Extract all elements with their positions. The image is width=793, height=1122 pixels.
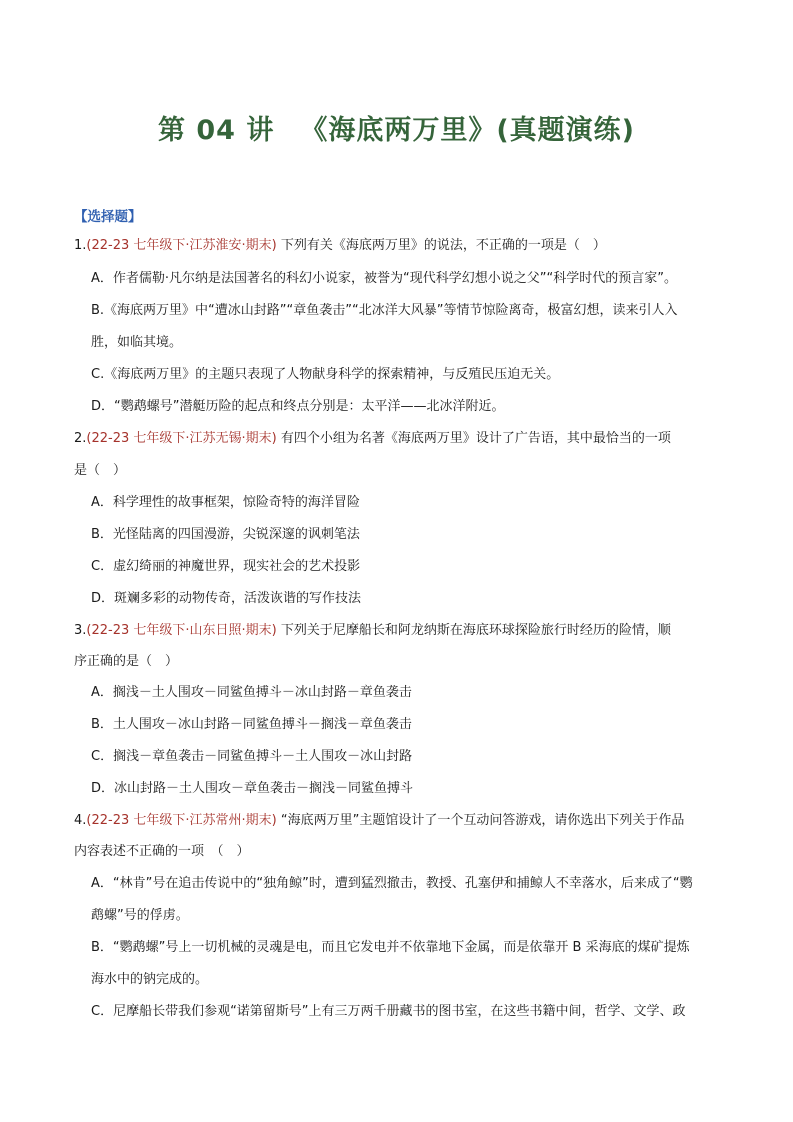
question-stem-line: 下列有关《海底两万里》的说法，不正确的一项是（ ） [276, 238, 606, 253]
question-source: (22-23 七年级下·江苏无锡·期末) [86, 431, 277, 446]
question-4-stem [74, 811, 743, 831]
question-source: (22-23 七年级下·江苏常州·期末) [86, 813, 277, 828]
question-1-option-c: C.《海底两万里》的主题只表现了人物献身科学的探索精神，与反殖民压迫无关。 [91, 367, 560, 382]
question-3-option-a: A．搁浅－土人围攻－同鲨鱼搏斗－冰山封路－章鱼袭击 [91, 685, 412, 700]
question-3-stem-cont: 序正确的是（ ） [74, 654, 179, 669]
question-4-option-c: C．尼摩船长带我们参观“诺第留斯号”上有三万两千册藏书的图书室，在这些书籍中间，哲学、文学、政 [91, 1004, 686, 1019]
question-4-option-b: B．“鹦鹉螺”号上一切机械的灵魂是电，而且它发电并不依靠地下金属，而是依靠开 B 采海底的煤矿提炼 [91, 940, 690, 955]
question-2-option-b: B．光怪陆离的四国漫游，尖锐深邃的讽刺笔法 [91, 527, 360, 542]
question-source: (22-23 七年级下·江苏淮安·期末) [86, 238, 277, 253]
book-title: 《海底两万里》(真题演练) [300, 115, 636, 146]
question-3-option-b: B．土人围攻－冰山封路－同鲨鱼搏斗－搁浅－章鱼袭击 [91, 717, 412, 732]
question-2-stem [74, 429, 743, 449]
question-1-stem [74, 236, 743, 256]
question-stem-line: 下列关于尼摩船长和阿龙纳斯在海底环球探险旅行时经历的险情，顺 [276, 623, 671, 638]
question-stem-line: 有四个小组为名著《海底两万里》设计了广告语，其中最恰当的一项 [276, 431, 671, 446]
page-title [0, 108, 793, 147]
question-number: 1. [74, 238, 87, 253]
lecture-number: 第 04 讲 [157, 115, 275, 146]
question-3-option-d: D．冰山封路－土人围攻－章鱼袭击－搁浅－同鲨鱼搏斗 [91, 781, 414, 796]
question-number: 3. [74, 623, 87, 638]
question-number: 4. [74, 813, 87, 828]
question-1-option-d: D．“鹦鹉螺号”潜艇历险的起点和终点分别是：太平洋——北冰洋附近。 [91, 399, 505, 414]
question-2-option-c: C．虚幻绮丽的神魔世界，现实社会的艺术投影 [91, 559, 361, 574]
question-4-option-a-cont: 鹉螺”号的俘虏。 [91, 908, 189, 923]
question-number: 2. [74, 431, 87, 446]
question-1-option-b: B.《海底两万里》中“遭冰山封路”“章鱼袭击”“北冰洋大风暴”等情节惊险离奇，极富幻想，读来引人入 [91, 303, 678, 318]
question-source: (22-23 七年级下·山东日照·期末) [86, 623, 277, 638]
question-3-option-c: C．搁浅－章鱼袭击－同鲨鱼搏斗－土人围攻－冰山封路 [91, 749, 413, 764]
question-4-option-b-cont: 海水中的钠完成的。 [91, 972, 209, 987]
question-3-stem [74, 621, 743, 641]
section-label: 【选择题】 [74, 209, 142, 225]
question-1-option-b-cont: 胜，如临其境。 [91, 335, 183, 350]
question-4-option-a: A．“林肯”号在追击传说中的“独角鲸”时，遭到猛烈撤击，教授、孔塞伊和捕鲸人不幸落水，后来成了“鹦 [91, 876, 693, 891]
question-2-stem-cont: 是（ ） [74, 463, 127, 478]
question-2-option-a: A．科学理性的故事框架，惊险奇特的海洋冒险 [91, 495, 360, 510]
question-1-option-a: A．作者儒勒·凡尔纳是法国著名的科幻小说家，被誉为“现代科学幻想小说之父”“科学时代的预言家”。 [91, 271, 677, 286]
question-2-option-d: D．斑斓多彩的动物传奇，活泼诙谐的写作技法 [91, 591, 362, 606]
question-stem-line: “海底两万里”主题馆设计了一个互动问答游戏，请你选出下列关于作品 [276, 813, 685, 828]
question-4-stem-cont: 内容表述不正确的一项 （ ） [74, 844, 250, 859]
